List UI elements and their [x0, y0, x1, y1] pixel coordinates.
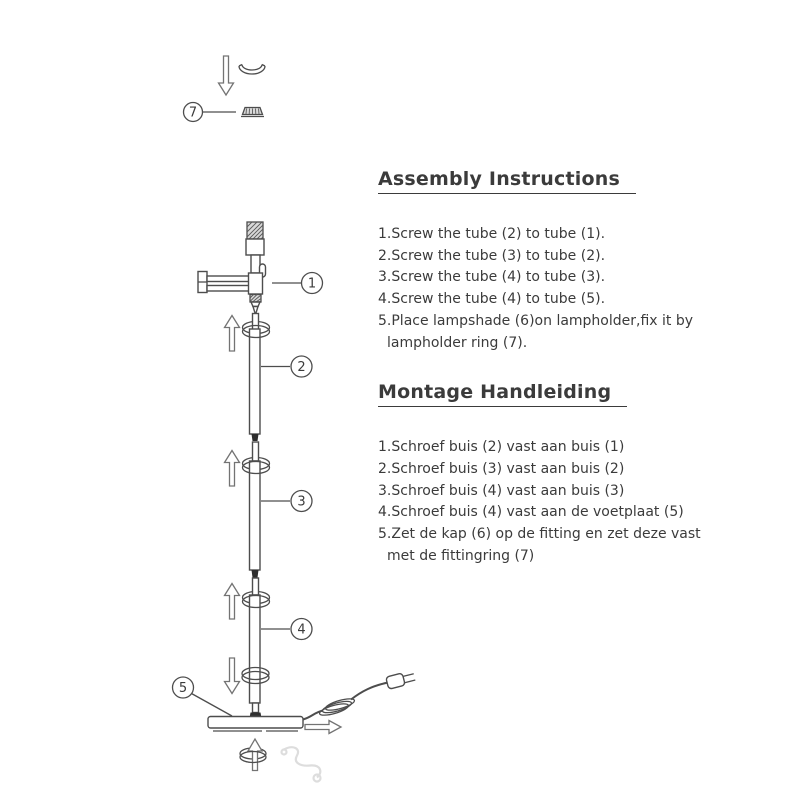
- callout-4: [261, 619, 312, 640]
- screw-up-arrow-icon: [225, 316, 240, 352]
- arm-junction-block: [249, 273, 263, 294]
- callout-2: [261, 356, 312, 377]
- slide-right-arrow-icon: [305, 721, 341, 734]
- steps-dutch: [378, 437, 708, 567]
- neck-tube: [251, 255, 260, 273]
- tube-4: [225, 578, 270, 718]
- tube-2: [225, 314, 270, 442]
- instruction-line-en-1: 1.Screw the tube (2) to tube (1).: [378, 226, 606, 242]
- base-plate: [208, 717, 303, 732]
- callout-1: [272, 273, 323, 294]
- callout-7-label: 7: [188, 105, 198, 121]
- callout-4-label: 4: [297, 622, 306, 638]
- screw-down-arrow-icon: [225, 658, 240, 694]
- callout-3-label: 3: [297, 494, 306, 510]
- base-rotate-arrow-icon: [240, 739, 266, 771]
- heading-english: Assembly Instructions: [378, 168, 636, 194]
- rotate-icon-top: [239, 65, 265, 75]
- instruction-line-nl-4: 4.Schroef buis (4) vast aan de voetplaat (5): [378, 504, 684, 521]
- socket-body: [246, 239, 264, 255]
- tube-3: [225, 442, 270, 578]
- instruction-line-nl-2: 2.Schroef buis (3) vast aan buis (2): [378, 460, 625, 477]
- power-cord: [303, 683, 388, 720]
- lamp-head: [198, 222, 266, 313]
- power-plug: [386, 670, 416, 689]
- callout-7: [184, 103, 237, 122]
- instruction-line-nl-5-cont: met de fittingring (7): [387, 547, 535, 564]
- instruction-line-nl-5: 5.Zet de kap (6) op de fitting en zet deze vast: [378, 526, 701, 543]
- callout-3: [261, 491, 312, 512]
- instruction-line-nl-3: 3.Schroef buis (4) vast aan buis (3): [378, 482, 625, 499]
- screw-up-arrow-icon: [225, 451, 240, 487]
- instructions-panel: [378, 168, 708, 594]
- screw-up-arrow-icon: [225, 584, 240, 620]
- instruction-line-nl-1: 1.Schroef buis (2) vast aan buis (1): [378, 439, 625, 456]
- heading-dutch: Montage Handleiding: [378, 381, 627, 407]
- lampholder-ring-part: [241, 108, 264, 117]
- instruction-line-en-5-cont: lampholder ring (7).: [387, 334, 528, 351]
- faint-cord-watermark: [282, 747, 321, 781]
- instruction-line-en-3: 3.Screw the tube (4) to tube (3).: [378, 269, 606, 286]
- steps-english: [378, 224, 708, 354]
- instruction-line-en-2: 2.Screw the tube (3) to tube (2).: [378, 247, 606, 264]
- callout-2-label: 2: [297, 360, 306, 375]
- callout-5-label: 5: [178, 681, 188, 696]
- instruction-line-en-5: 5.Place lampshade (6)on lampholder,fix it by: [378, 312, 694, 329]
- callout-1-label: 1: [307, 276, 317, 292]
- swing-arm: [198, 272, 249, 293]
- callout-5: [173, 677, 233, 716]
- insert-down-arrow-icon: [219, 56, 234, 95]
- instruction-line-en-4: 4.Screw the tube (4) to tube (5).: [378, 291, 606, 308]
